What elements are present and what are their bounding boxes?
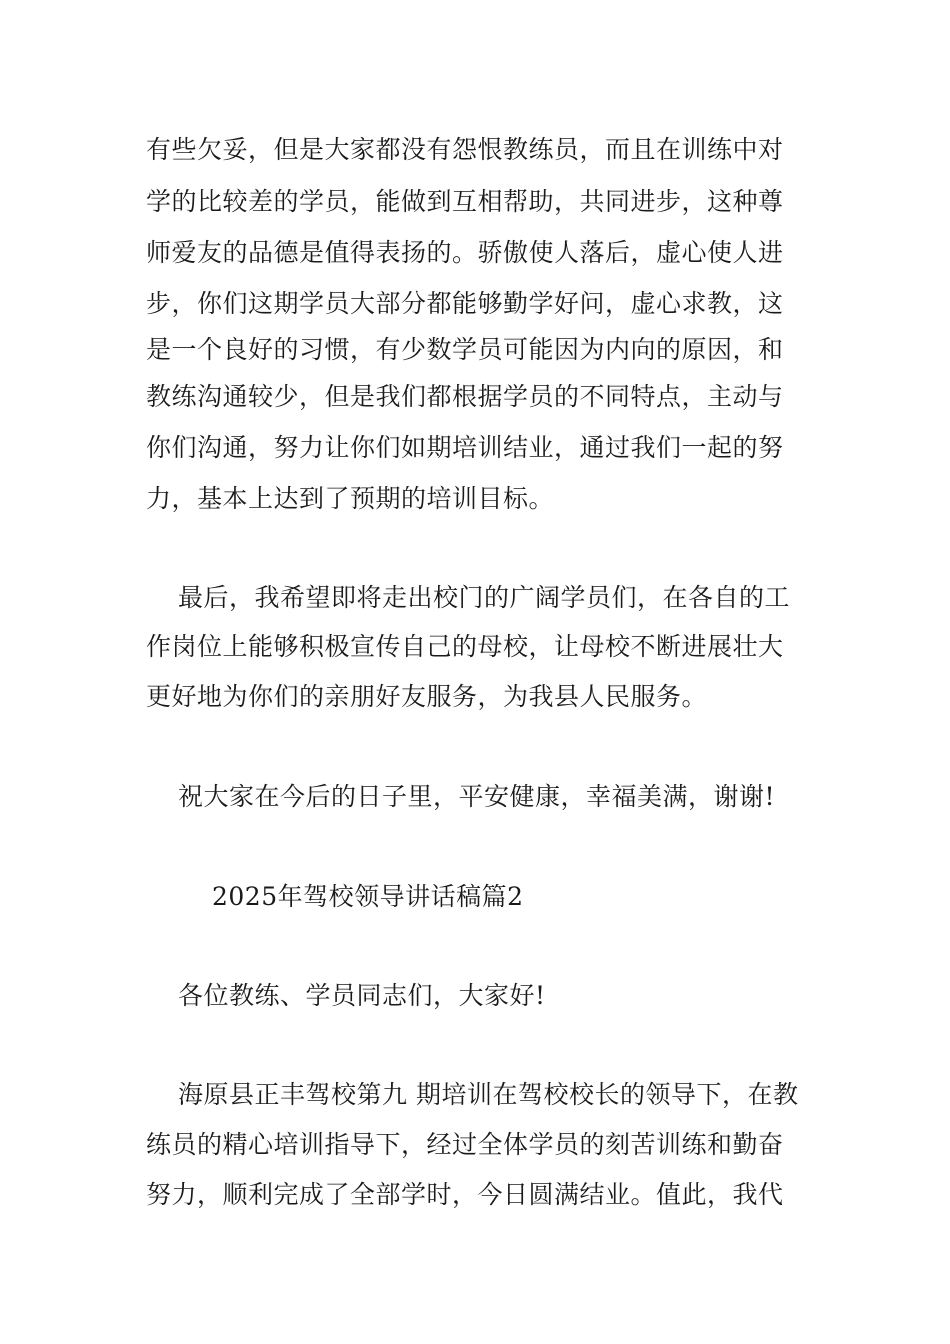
paragraph-line: 努力，顺利完成了全部学时，今日圆满结业。值此，我代 bbox=[146, 1180, 784, 1209]
paragraph-line: 练员的精心培训指导下，经过全体学员的刻苦训练和勤奋 bbox=[146, 1130, 784, 1159]
paragraph-line: 师爱友的品德是值得表扬的。骄傲使人落后，虚心使人进 bbox=[146, 238, 784, 267]
paragraph-line: 力，基本上达到了预期的培训目标。 bbox=[146, 484, 555, 513]
paragraph-line: 有些欠妥，但是大家都没有怨恨教练员，而且在训练中对 bbox=[146, 135, 784, 164]
paragraph-line: 你们沟通，努力让你们如期培训结业，通过我们一起的努 bbox=[146, 433, 784, 462]
paragraph-line: 学的比较差的学员，能做到互相帮助，共同进步，这种尊 bbox=[146, 187, 784, 216]
paragraph-line: 作岗位上能够积极宣传自己的母校，让母校不断进展壮大 bbox=[146, 632, 784, 661]
section-heading: 2025年驾校领导讲话稿篇2 bbox=[212, 882, 524, 911]
paragraph-line: 教练沟通较少，但是我们都根据学员的不同特点，主动与 bbox=[146, 382, 784, 411]
paragraph-line: 祝大家在今后的日子里，平安健康，幸福美满，谢谢! bbox=[178, 782, 776, 811]
paragraph-line: 步，你们这期学员大部分都能够勤学好问，虚心求教，这 bbox=[146, 289, 784, 318]
paragraph-line: 更好地为你们的亲朋好友服务，为我县人民服务。 bbox=[146, 682, 708, 711]
paragraph-line: 海原县正丰驾校第九 期培训在驾校校长的领导下，在教 bbox=[178, 1080, 799, 1109]
paragraph-line: 各位教练、学员同志们，大家好! bbox=[178, 981, 546, 1010]
paragraph-line: 最后，我希望即将走出校门的广阔学员们，在各自的工 bbox=[178, 583, 791, 612]
paragraph-line: 是一个良好的习惯，有少数学员可能因为内向的原因，和 bbox=[146, 335, 784, 364]
